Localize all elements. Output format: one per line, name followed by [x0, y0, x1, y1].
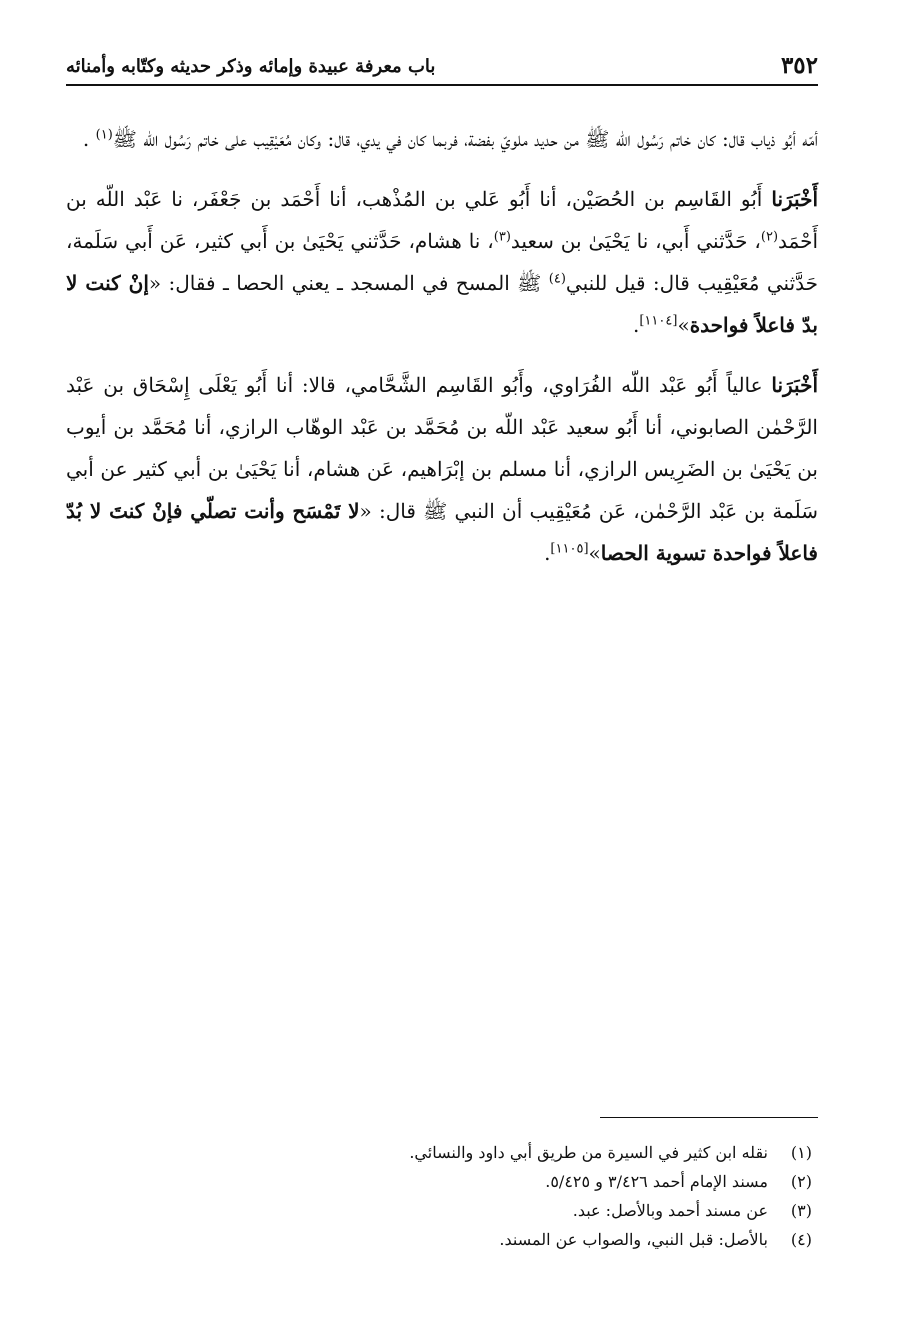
- page-number: ٣٥٢: [780, 52, 818, 79]
- page-header: [66, 46, 818, 84]
- paragraph-1: أمّه أبُو ذياب قال: كان خاتم رَسُول الله ﷺ من حديد ملويّ بفضة، فربما كان في يدي، قال: وكان مُعَيْقِيب على خاتم رَسُول الله ﷺ$^{(١)}$ .: [82, 127, 818, 151]
- footnote-ref-3: (٣): [493, 229, 511, 245]
- lead-word: أَخْبَرَنا: [771, 373, 818, 397]
- footnote-ref-4: (٤): [548, 271, 566, 287]
- footnote-ref-2: (٢): [760, 229, 779, 245]
- main-text: [66, 118, 818, 592]
- footnote-ref-1: (١): [95, 127, 113, 143]
- paragraph-3: أَخْبَرَنا عالياً أَبُو عَبْد اللّه الفُرَاوي، وأَبُو القَاسِم الشَّحَّامي، قالا: أنا أَبُو يَعْلَى إِسْحَاق بن عَبْد الرَّحْمٰن الصابوني، أنا أَبُو سعيد عَبْد اللّه بن مُحَمَّد بن عَبْد الوهّاب الرازي، أنا مُحَمَّد بن أيوب بن يَحْيَىٰ بن الضَرِيس الرازي، أنا مسلم بن إبْرَاهيم، عَن هشام، أنا يَحْيَىٰ بن أبي كثير عن أبي سَلَمة بن عَبْد الرَّحْمٰن، عَن مُعَيْقِيب أن النبي ﷺ قال: «لا تَمْسَح وأنت تصلّي فإنْ كنتَ لا بُدّ فاعلاً فواحدة تسوية الحصا»[١١٠٥].: [66, 373, 819, 565]
- paragraph-2: أَخْبَرَنا أَبُو القَاسِم بن الحُصَيْن، أنا أَبُو عَلي بن المُذْهب، أنا أَحْمَد بن جَعْفَر، نا عَبْد اللّه بن أَحْمَد$^{(٢)}$، حَدَّثني أَبي، نا يَحْيَىٰ بن سعيد$^{(٣)}$، نا هشام، حَدَّثني يَحْيَىٰ بن أَبي كثير، عَن أَبي سَلَمة، حَدَّثني مُعَيْقِيب قال: قيل للنبي$^{(٤)}$ ﷺ المسح في المسجد ـ يعني الحصا ـ فقال: «إنْ كنت لا بدّ فاعلاً فواحدة»[١١٠٤].: [66, 187, 818, 337]
- footnote-item: (١) نقله ابن كثير في السيرة من طريق أبي داود والنسائي.: [409, 1143, 812, 1162]
- lead-word: أَخْبَرَنا: [771, 187, 818, 211]
- running-title: باب معرفة عبيدة وإمائه وذكر حديثه وكتّابه وأمنائه: [66, 56, 436, 77]
- footnotes: [200, 1138, 812, 1254]
- footnote-item: (٢) مسند الإمام أحمد ٣/٤٢٦ و ٥/٤٢٥.: [545, 1172, 812, 1191]
- hadith-text: لا تَمْسَح وأنت تصلّي فإنْ كنتَ لا بُدّ فاعلاً فواحدة تسوية الحصا: [66, 499, 818, 565]
- hadith-text: إنْ كنت لا بدّ فاعلاً فواحدة: [66, 271, 818, 337]
- footnote-item: (٣) عن مسند أحمد وبالأصل: عبد.: [572, 1201, 812, 1220]
- hadith-number: [١١٠٥]: [550, 541, 589, 557]
- footnote-item: (٤) بالأصل: قبل النبي، والصواب عن المسند.: [499, 1230, 812, 1249]
- header-divider: [66, 84, 818, 86]
- hadith-number: [١١٠٤]: [639, 313, 678, 329]
- footnote-divider: [600, 1117, 818, 1118]
